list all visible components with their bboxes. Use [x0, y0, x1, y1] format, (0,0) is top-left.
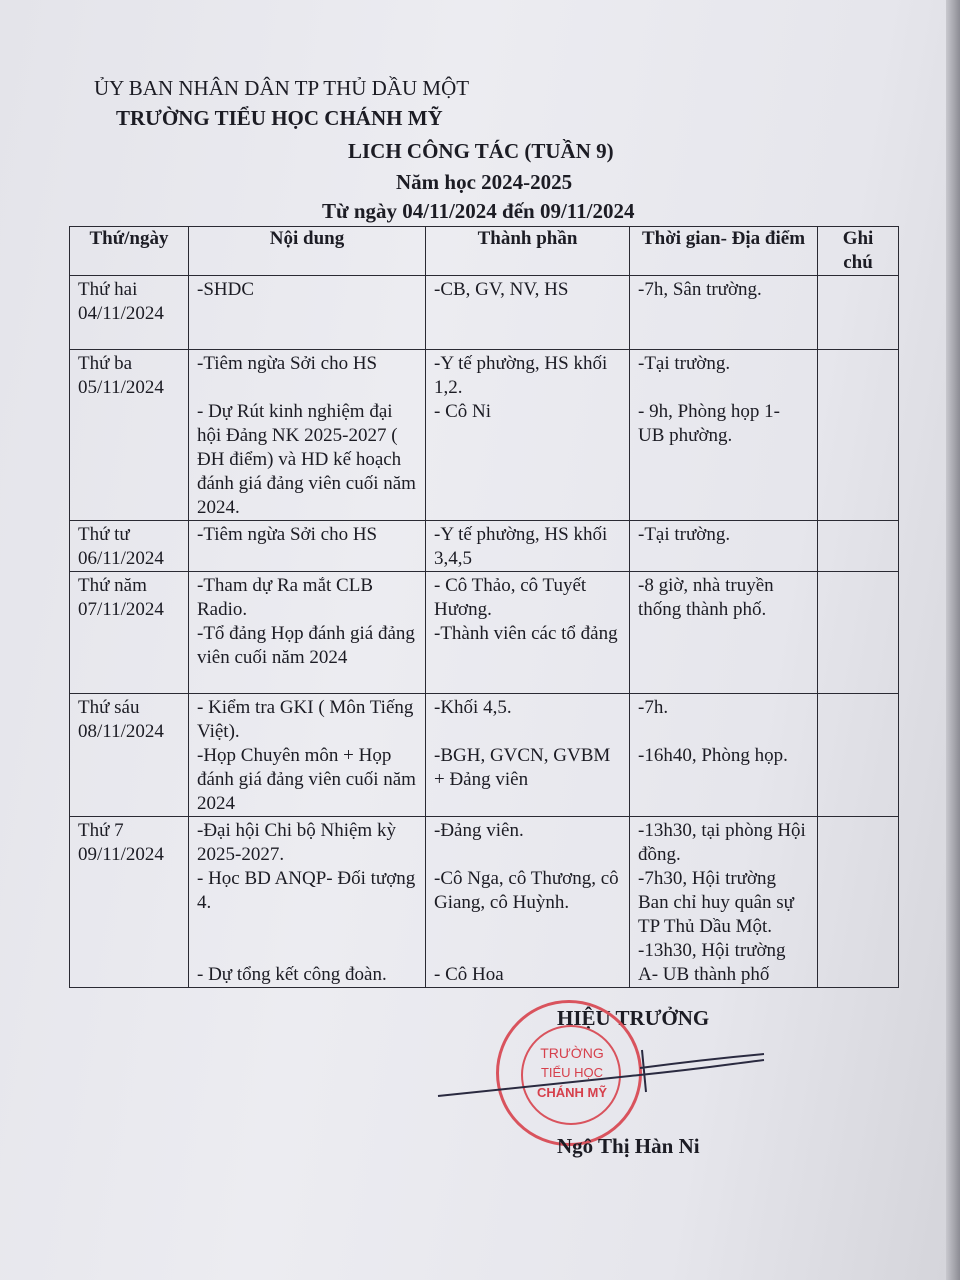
day-text: Thứ hai 04/11/2024 — [78, 279, 164, 324]
participants-line: -Y tế phường, HS khối 3,4,5 — [434, 524, 608, 569]
day-text: Thứ 7 09/11/2024 — [78, 820, 164, 865]
day-text: Thứ năm 07/11/2024 — [78, 575, 164, 620]
content-line — [197, 939, 417, 963]
time-place-line — [638, 376, 809, 400]
participants-line: -Cô Nga, cô Thương, cô Giang, cô Huỳnh. — [434, 868, 619, 913]
day-cell — [70, 350, 189, 521]
stamp-text-mid: TIỂU HỌC — [540, 1065, 604, 1080]
time-place-line: -7h. — [638, 697, 669, 718]
participants-line: - Cô Thảo, cô Tuyết Hương. — [434, 575, 587, 620]
content-line: - Dự tổng kết công đoàn. — [197, 964, 387, 985]
col-header-note: Ghi chú — [818, 227, 899, 276]
table-header-row — [70, 227, 899, 276]
day-cell — [70, 694, 189, 817]
content-line: - Dự Rút kinh nghiệm đại hội Đảng NK 2025-2027 ( ĐH điểm) và HD kế hoạch đánh giá đảng viên cuối năm 2024. — [197, 401, 416, 518]
day-cell — [70, 817, 189, 988]
table-row — [70, 521, 899, 572]
note-cell — [818, 694, 899, 817]
participants-cell — [426, 694, 630, 817]
time-place-line: -7h30, Hội trường Ban chỉ huy quân sự TP Thủ Dầu Một. — [638, 868, 794, 937]
participants-line — [434, 939, 621, 963]
content-cell — [189, 276, 426, 350]
day-text: Thứ ba 05/11/2024 — [78, 353, 164, 398]
col-header-content: Nội dung — [189, 227, 426, 276]
participants-cell — [426, 572, 630, 694]
participants-cell — [426, 350, 630, 521]
participants-line: - Cô Hoa — [434, 964, 504, 985]
stamp-text-top: TRƯỜNG — [540, 1045, 604, 1061]
participants-line: -Khối 4,5. — [434, 697, 512, 718]
time-place-cell — [630, 276, 818, 350]
col-header-time-place: Thời gian- Địa điểm — [630, 227, 818, 276]
day-cell — [70, 572, 189, 694]
content-line: -Tổ đảng Họp đánh giá đảng viên cuối năm 2024 — [197, 623, 415, 668]
content-line: - Học BD ANQP- Đối tượng 4. — [197, 868, 416, 913]
participants-line: -Y tế phường, HS khối 1,2. — [434, 353, 608, 398]
schedule-table — [69, 226, 899, 988]
participants-line — [434, 843, 621, 867]
content-line: -Đại hội Chi bộ Nhiệm kỳ 2025-2027. — [197, 820, 396, 865]
date-range: Từ ngày 04/11/2024 đến 09/11/2024 — [322, 199, 635, 223]
note-cell — [818, 276, 899, 350]
col-header-day: Thứ/ngày — [70, 227, 189, 276]
time-place-line: -13h30, tại phòng Hội đồng. — [638, 820, 806, 865]
participants-line: -Thành viên các tổ đảng — [434, 623, 618, 644]
principal-name: Ngô Thị Hàn Ni — [557, 1134, 700, 1158]
time-place-cell — [630, 572, 818, 694]
table-row — [70, 350, 899, 521]
table-row — [70, 817, 899, 988]
time-place-line: -Tại trường. — [638, 353, 731, 374]
school-year: Năm học 2024-2025 — [396, 170, 573, 194]
time-place-cell — [630, 521, 818, 572]
content-line: -Tham dự Ra mắt CLB Radio. — [197, 575, 373, 620]
time-place-line: -7h, Sân trường. — [638, 279, 762, 300]
content-cell — [189, 817, 426, 988]
col-header-participants: Thành phần — [426, 227, 630, 276]
participants-cell — [426, 276, 630, 350]
document-title: LICH CÔNG TÁC (TUẦN 9) — [348, 139, 614, 163]
table-row — [70, 572, 899, 694]
participants-line: -BGH, GVCN, GVBM + Đảng viên — [434, 745, 611, 790]
content-line: -Tiêm ngừa Sởi cho HS — [197, 524, 378, 545]
time-place-cell — [630, 817, 818, 988]
day-text: Thứ tư 06/11/2024 — [78, 524, 164, 569]
content-line: -Họp Chuyên môn + Họp đánh giá đảng viên cuối năm 2024 — [197, 745, 416, 814]
issuing-authority: ỦY BAN NHÂN DÂN TP THỦ DẦU MỘT — [94, 76, 470, 100]
day-cell — [70, 276, 189, 350]
stamp-text-bottom: CHÁNH MỸ — [536, 1085, 608, 1100]
table-row — [70, 694, 899, 817]
note-cell — [818, 521, 899, 572]
participants-line: -CB, GV, NV, HS — [434, 279, 569, 300]
time-place-line: - 9h, Phòng họp 1- UB phường. — [638, 401, 780, 446]
school-name: TRƯỜNG TIỂU HỌC CHÁNH MỸ — [116, 106, 443, 130]
content-line: -Tiêm ngừa Sởi cho HS — [197, 353, 378, 374]
content-cell — [189, 572, 426, 694]
time-place-line — [638, 720, 809, 744]
paper-edge-shadow — [946, 0, 960, 1280]
participants-cell — [426, 521, 630, 572]
day-cell — [70, 521, 189, 572]
participants-line: - Cô Ni — [434, 401, 491, 422]
content-line — [197, 915, 417, 939]
time-place-line: -13h30, Hội trường A- UB thành phố — [638, 940, 786, 985]
time-place-line: -Tại trường. — [638, 524, 731, 545]
table-row — [70, 276, 899, 350]
time-place-cell — [630, 350, 818, 521]
time-place-cell — [630, 694, 818, 817]
note-cell — [818, 572, 899, 694]
participants-cell — [426, 817, 630, 988]
time-place-line: -16h40, Phòng họp. — [638, 745, 788, 766]
content-line — [197, 376, 417, 400]
content-cell — [189, 694, 426, 817]
note-cell — [818, 817, 899, 988]
signature-role: HIỆU TRƯỞNG — [557, 1006, 710, 1030]
handwritten-signature — [430, 1040, 770, 1110]
participants-line — [434, 720, 621, 744]
note-cell — [818, 350, 899, 521]
content-line: - Kiểm tra GKI ( Môn Tiếng Việt). — [197, 697, 414, 742]
participants-line: -Đảng viên. — [434, 820, 524, 841]
participants-line — [434, 915, 621, 939]
content-line: -SHDC — [197, 279, 255, 300]
content-cell — [189, 350, 426, 521]
time-place-line: -8 giờ, nhà truyền thống thành phố. — [638, 575, 774, 620]
day-text: Thứ sáu 08/11/2024 — [78, 697, 164, 742]
content-cell — [189, 521, 426, 572]
